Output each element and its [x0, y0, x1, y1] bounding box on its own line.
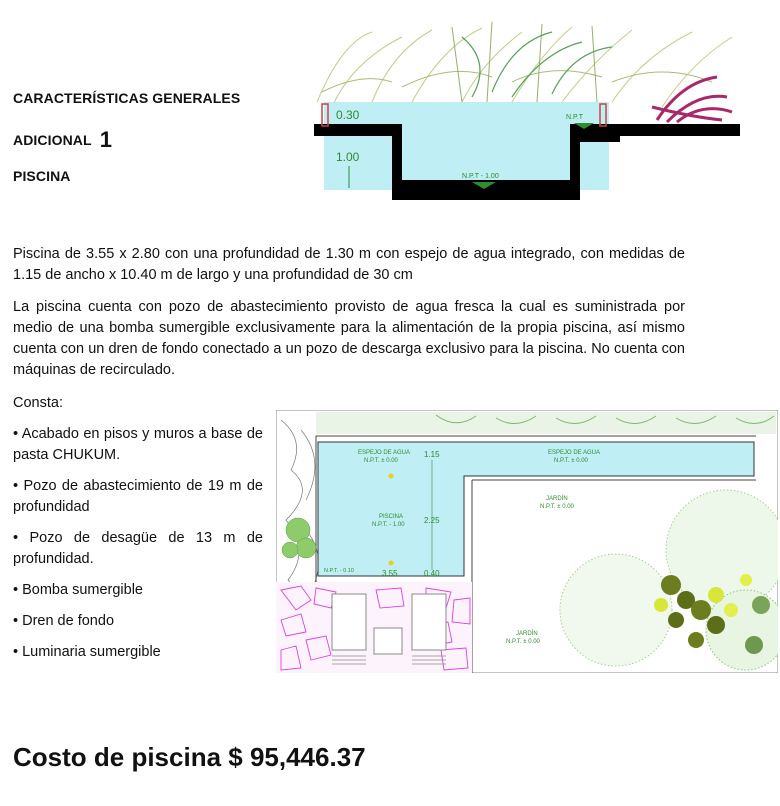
dim-left: 1.00 [336, 150, 360, 164]
list-item: • Luminaria sumergible [13, 644, 161, 660]
piscina-npt: N.P.T. - 1.00 [372, 522, 405, 528]
npt-small: N.P.T. - 0.10 [324, 568, 354, 574]
dim-355: 3.55 [382, 569, 398, 578]
jardin-2: JARDÍN [516, 631, 538, 637]
espejo-npt-1: N.P.T. ± 0.00 [364, 458, 398, 464]
list-item: • Bomba sumergible [13, 582, 143, 598]
piscina-label: PISCINA [379, 514, 404, 520]
vegetation-top [317, 22, 732, 107]
espejo-label-2: ESPEJO DE AGUA [548, 450, 601, 456]
npt-center: N.P.T - 1.00 [462, 173, 499, 180]
luminaria-1 [389, 474, 394, 479]
jardin-npt-1: N.P.T. ± 0.00 [540, 504, 574, 510]
list-item: • Dren de fondo [13, 613, 115, 629]
adicional-number: 1 [99, 127, 113, 152]
jardin-1: JARDÍN [546, 496, 568, 502]
dim-left-top: 0.30 [336, 108, 360, 122]
features-list [13, 424, 263, 673]
dim-040: 0.40 [424, 569, 440, 578]
jardin-npt-2: N.P.T. ± 0.00 [506, 639, 540, 645]
consta-label: Consta: [13, 395, 63, 411]
cost-total: Costo de piscina $ 95,446.37 [13, 742, 366, 772]
list-item: • Pozo de abastecimiento de 19 m de profundidad [13, 478, 263, 515]
paragraph-dimensions: Piscina de 3.55 x 2.80 con una profundidad de 1.30 m con espejo de agua integrado, con medidas de 1.15 de ancho x 10.40 m de largo y una profundidad de 30 cm [13, 246, 685, 283]
lounger-2 [412, 594, 446, 650]
pool-section-drawing [312, 22, 742, 204]
heading-adicional [13, 127, 112, 153]
lounger-1 [332, 594, 366, 650]
dim-225: 2.25 [424, 516, 440, 525]
list-item: • Acabado en pisos y muros a base de pasta CHUKUM. [13, 426, 263, 463]
espejo-npt-2: N.P.T. ± 0.00 [554, 458, 588, 464]
dim-115: 1.15 [424, 450, 440, 459]
espejo-label-1: ESPEJO DE AGUA [358, 450, 411, 456]
adicional-label: ADICIONAL [13, 132, 92, 148]
plant-magenta [652, 77, 732, 122]
npt-right: N.P.T [566, 114, 583, 121]
luminaria-2 [389, 561, 394, 566]
heading-general: CARACTERÍSTICAS GENERALES [13, 90, 241, 106]
heading-piscina: PISCINA [13, 168, 71, 184]
top-green-band [316, 412, 776, 434]
pool-plan-drawing [276, 410, 778, 673]
list-item: • Pozo de desagüe de 13 m de profundidad. [13, 530, 263, 567]
paragraph-description: La piscina cuenta con pozo de abastecimiento provisto de agua fresca la cual es suministrada por medio de una bomba sumergible exclusivamente para la alimentación de la propia piscina, así mismo cuenta con un dren de fondo conectado a un pozo de descarga exclusivo para la piscina. No cuenta con máquinas de recirculado. [13, 299, 685, 378]
table [374, 628, 402, 654]
